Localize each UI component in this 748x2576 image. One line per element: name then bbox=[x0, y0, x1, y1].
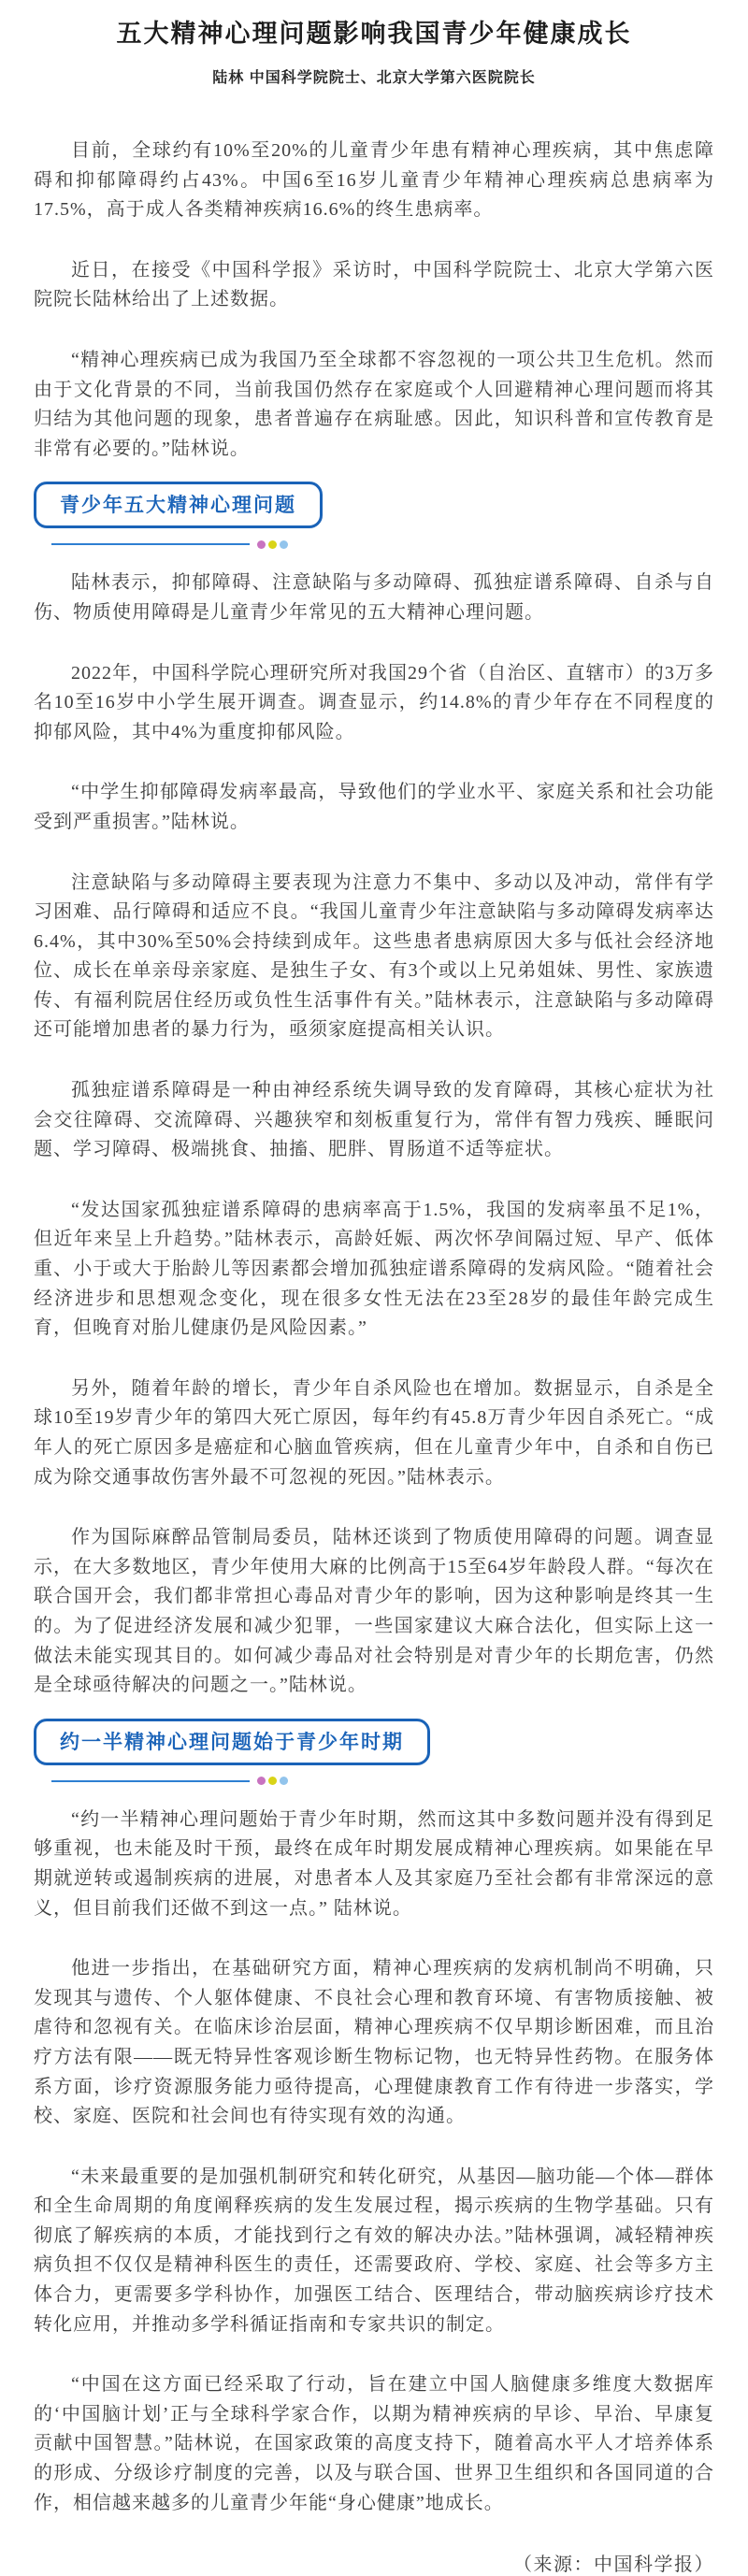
article-title: 五大精神心理问题影响我国青少年健康成长 bbox=[116, 20, 632, 48]
body-paragraph: “精神心理疾病已成为我国乃至全球都不容忽视的一项公共卫生危机。然而由于文化背景的不同，当前我国仍然存在家庭或个人回避精神心理问题而将其归结为其他问题的现象，患者普遍存在病耻感。因此，知识科普和宣传教育是非常有必要的。”陆林说。 bbox=[34, 349, 714, 459]
underline-rule bbox=[51, 1780, 250, 1782]
body-paragraph: 近日，在接受《中国科学报》采访时，中国科学院院士、北京大学第六医院院长陆林给出了上述数据。 bbox=[34, 259, 714, 310]
section-heading-2 bbox=[34, 1719, 714, 1787]
body-paragraph: 目前，全球约有10%至20%的儿童青少年患有精神心理疾病，其中焦虑障碍和抑郁障碍约占43%。中国6至16岁儿童青少年精神心理疾病总患病率为17.5%，高于成人各类精神疾病16.6%的终生患病率。 bbox=[34, 140, 714, 221]
divider-dot-yellow-icon bbox=[268, 540, 277, 549]
source-attribution: （来源：中国科学报） bbox=[513, 2554, 714, 2576]
divider-dots bbox=[257, 540, 288, 549]
divider-dot-yellow-icon bbox=[268, 1777, 277, 1785]
divider-dot-pink-icon bbox=[257, 1777, 266, 1785]
body-paragraph: “中国在这方面已经采取了行动，旨在建立中国人脑健康多维度大数据库的‘中国脑计划’正与全球科学家合作，以期为精神疾病的早诊、早治、早康复贡献中国智慧。”陆林说，在国家政策的高度支持下，随着高水平人才培养体系的形成、分级诊疗制度的完善，以及与联合国、世界卫生组织和各国同道的合作，相信越来越多的儿童青少年能“身心健康”地成长。 bbox=[34, 2374, 714, 2513]
body-paragraph: 他进一步指出，在基础研究方面，精神心理疾病的发病机制尚不明确，只发现其与遗传、个人躯体健康、不良社会心理和教育环境、有害物质接触、被虐待和忽视有关。在临床诊治层面，精神心理疾病不仅早期诊断困难，而且治疗方法有限——既无特异性客观诊断生物标记物，也无特异性药物。在服务体系方面，诊疗资源服务能力亟待提高，心理健康教育工作有待进一步落实，学校、家庭、医院和社会间也有待实现有效的沟通。 bbox=[34, 1958, 714, 2127]
section-heading-label: 青少年五大精神心理问题 bbox=[60, 494, 296, 517]
body-paragraph: 作为国际麻醉品管制局委员，陆林还谈到了物质使用障碍的问题。调查显示，在大多数地区，青少年使用大麻的比例高于15至64岁年龄段人群。“每次在联合国开会，我们都非常担心毒品对青少年的影响，因为这种影响是终其一生的。为了促进经济发展和减少犯罪，一些国家建议大麻合法化，但实际上这一做法未能实现其目的。如何减少毒品对社会特别是对青少年的长期危害，仍然是全球亟待解决的问题之一。”陆林说。 bbox=[34, 1527, 714, 1696]
divider-dots bbox=[257, 1777, 288, 1785]
divider-dot-pink-icon bbox=[257, 540, 266, 549]
section-heading-box bbox=[34, 1719, 430, 1765]
section-heading-underline bbox=[51, 1776, 714, 1787]
body-paragraph: “未来最重要的是加强机制研究和转化研究，从基因—脑功能—个体—群体和全生命周期的角度阐释疾病的发生发展过程，揭示疾病的生物学基础。只有彻底了解疾病的本质，才能找到行之有效的解决办法。”陆林强调，减轻精神疾病负担不仅仅是精神科医生的责任，还需要政府、学校、家庭、社会等多方主体合力，更需要多学科协作，加强医工结合、医理结合，带动脑疾病诊疗技术转化应用，并推动多学科循证指南和专家共识的制定。 bbox=[34, 2166, 714, 2335]
body-paragraph: “中学生抑郁障碍发病率最高，导致他们的学业水平、家庭关系和社会功能受到严重损害。”陆林说。 bbox=[34, 782, 714, 832]
body-paragraph: “约一半精神心理问题始于青少年时期，然而这其中多数问题并没有得到足够重视，也未能及时干预，最终在成年时期发展成精神心理疾病。如果能在早期就逆转或遏制疾病的进展，对患者本人及其家庭乃至社会都有非常深远的意义，但目前我们还做不到这一点。” 陆林说。 bbox=[34, 1808, 714, 1919]
article-body bbox=[34, 137, 714, 2518]
divider-dot-blue-icon bbox=[280, 540, 288, 549]
body-paragraph: “发达国家孤独症谱系障碍的患病率高于1.5%，我国的发病率虽不足1%，但近年来呈上升趋势。”陆林表示，高龄妊娠、两次怀孕间隔过短、早产、低体重、小于或大于胎龄儿等因素都会增加孤独症谱系障碍的发病风险。“随着社会经济进步和思想观念变化，现在很多女性无法在23至28岁的最佳年龄完成生育，但晚育对胎儿健康仍是风险因素。” bbox=[34, 1199, 714, 1339]
body-paragraph: 注意缺陷与多动障碍主要表现为注意力不集中、多动以及冲动，常伴有学习困难、品行障碍和适应不良。“我国儿童青少年注意缺陷与多动障碍发病率达6.4%，其中30%至50%会持续到成年。这些患者患病原因大多与低社会经济地位、成长在单亲母亲家庭、是独生子女、有3个或以上兄弟姐妹、男性、家族遗传、有福利院居住经历或负性生活事件有关。”陆林表示，注意缺陷与多动障碍还可能增加患者的暴力行为，亟须家庭提高相关认识。 bbox=[34, 871, 714, 1041]
underline-rule bbox=[51, 543, 250, 545]
article-byline: 陆林 中国科学院院士、北京大学第六医院院长 bbox=[212, 70, 536, 86]
section-heading-box bbox=[34, 482, 323, 528]
section-heading-label: 约一半精神心理问题始于青少年时期 bbox=[60, 1730, 404, 1753]
body-paragraph: 孤独症谱系障碍是一种由神经系统失调导致的发育障碍，其核心症状为社会交往障碍、交流障碍、兴趣狭窄和刻板重复行为，常伴有智力残疾、睡眠问题、学习障碍、极端挑食、抽搐、肥胖、胃肠道不适等症状。 bbox=[34, 1080, 714, 1160]
divider-dot-blue-icon bbox=[280, 1777, 288, 1785]
section-heading-underline bbox=[51, 539, 714, 550]
body-paragraph: 陆林表示，抑郁障碍、注意缺陷与多动障碍、孤独症谱系障碍、自杀与自伤、物质使用障碍是儿童青少年常见的五大精神心理问题。 bbox=[34, 572, 714, 623]
body-paragraph: 另外，随着年龄的增长，青少年自杀风险也在增加。数据显示，自杀是全球10至19岁青少年的第四大死亡原因，每年约有45.8万青少年因自杀死亡。“成年人的死亡原因多是癌症和心脑血管疾病，但在儿童青少年中，自杀和自伤已成为除交通事故伤害外最不可忽视的死因。”陆林表示。 bbox=[34, 1377, 714, 1488]
body-paragraph: 2022年，中国科学院心理研究所对我国29个省（自治区、直辖市）的3万多名10至16岁中小学生展开调查。调查显示，约14.8%的青少年存在不同程度的抑郁风险，其中4%为重度抑郁风险。 bbox=[34, 662, 714, 742]
section-heading-1 bbox=[34, 482, 714, 550]
